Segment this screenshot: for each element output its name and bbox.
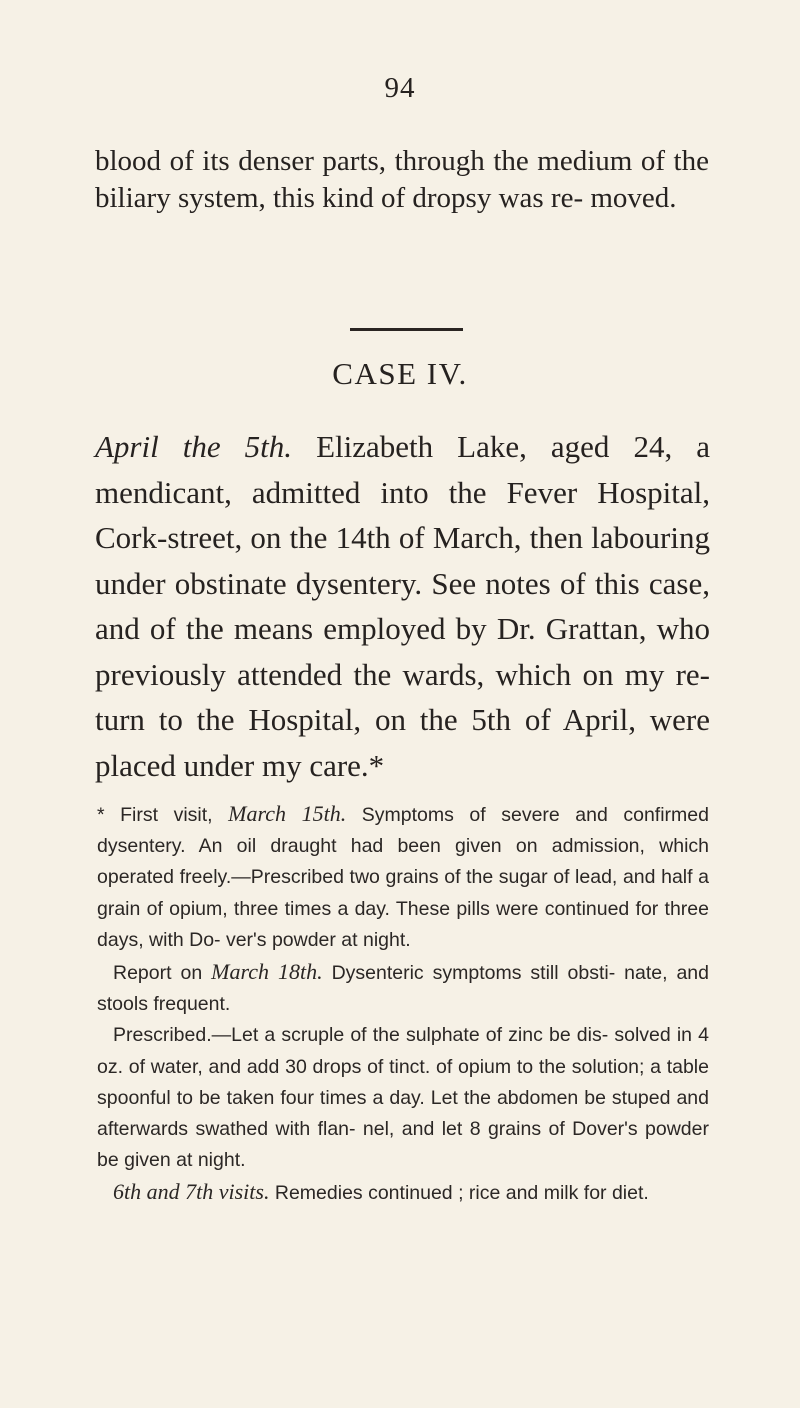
case-paragraph xyxy=(95,424,710,788)
case-date: April the 5th. xyxy=(95,429,293,464)
footnote-later-visits-text: Remedies continued ; rice and milk for diet. xyxy=(274,1182,649,1205)
case-text: Elizabeth Lake, aged 24, a mendicant, admitted into the Fever Hospital, Cork-street, on the 14th of March, then labouring under obstinate dysentery. See notes of this case, and of the means employed by Dr. Grattan, who previously attended the wards, which on my re- turn to the Hospital, on the 5th of April, were placed under my care.* xyxy=(95,429,710,783)
footnote-prescription-text: Prescribed.—Let a scruple of the sulphate of zinc be dis- solved in 4 oz. of water, and add 30 drops of tinct. of opium to the solution; a table spoonful to be taken four times a day. Let the abdomen be stuped and afterwards swathed with flan- nel, and let 8 grains of Dover's powder be given at night. xyxy=(97,1024,709,1172)
footnote xyxy=(97,798,709,1210)
footnote-prescription xyxy=(97,1020,709,1176)
footnote-first-visit-date: March 15th. xyxy=(228,801,347,826)
footnote-report-text: Dysenteric symptoms still obsti- nate, and stools frequent. xyxy=(97,962,709,1016)
lead-paragraph: blood of its denser parts, through the medium of the biliary system, this kind of dropsy was re- moved. xyxy=(95,145,709,214)
section-divider xyxy=(350,328,463,331)
footnote-report xyxy=(97,956,709,1020)
page-number: 94 xyxy=(384,72,416,104)
footnote-report-date: March 18th. xyxy=(211,959,323,985)
footnote-first-visit-lead: * First visit, xyxy=(97,804,213,826)
footnote-report-lead: Report on xyxy=(113,962,203,985)
footnote-later-visits xyxy=(97,1176,709,1209)
footnote-first-visit xyxy=(97,798,709,956)
footnote-later-visits-date: 6th and 7th visits. xyxy=(113,1179,270,1205)
footnote-first-visit-text: Symptoms of severe and confirmed dysentery. An oil draught had been given on admission, which operated freely.—Prescribed two grains of the sugar of lead, and half a grain of opium, three times a day. These pills were continued for three days, with Do- ver's powder at night. xyxy=(97,804,709,951)
case-heading: CASE IV. xyxy=(332,356,468,391)
